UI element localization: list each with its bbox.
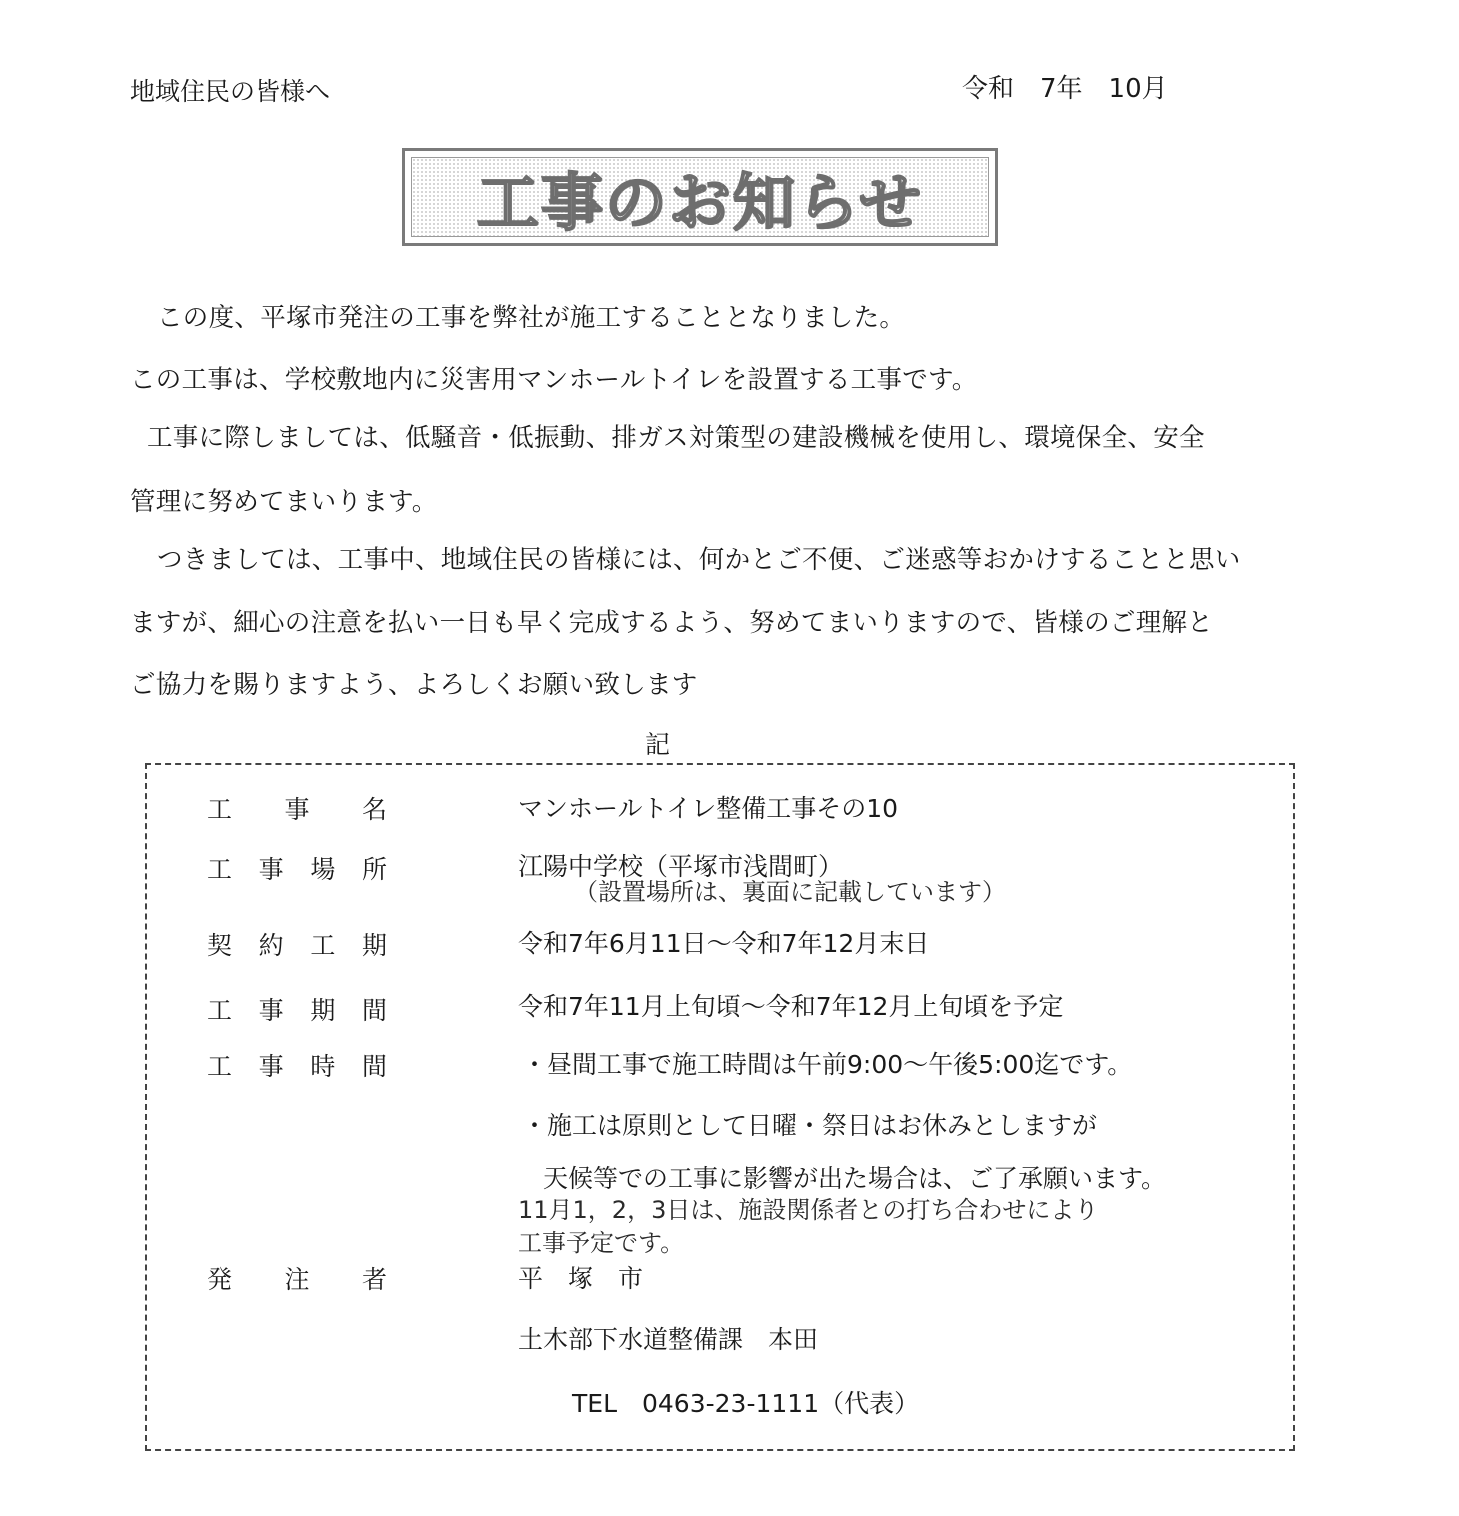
body-line-3: 工事に際しましては、低騒音・低振動、排ガス対策型の建設機械を使用し、環境保全、安全 <box>147 423 1205 453</box>
addressee: 地域住民の皆様へ <box>130 77 331 106</box>
title-box <box>402 148 998 246</box>
label-char: 工 <box>207 855 233 884</box>
label-char: 間 <box>361 1052 387 1081</box>
label-construction-period <box>207 991 387 1027</box>
value-hours-line-4: 11月1，2，3日は、施設関係者との打ち合わせにより <box>518 1196 1099 1224</box>
title-inner <box>411 157 989 237</box>
ki-heading: 記 <box>645 730 671 759</box>
label-char: 工 <box>207 795 233 824</box>
value-construction-period: 令和7年11月上旬頃～令和7年12月上旬頃を予定 <box>518 992 1064 1021</box>
notice-date: 令和 7年 10月 <box>962 74 1168 104</box>
body-line-7: ご協力を賜りますよう、よろしくお願い致します <box>130 670 698 700</box>
body-line-2: この工事は、学校敷地内に災害用マンホールトイレを設置する工事です。 <box>130 365 978 395</box>
value-place-note: （設置場所は、裏面に記載しています） <box>574 878 1006 906</box>
label-char: 工 <box>310 931 336 960</box>
label-orderer <box>207 1260 387 1296</box>
body-line-5: つきましては、工事中、地域住民の皆様には、何かとご不便、ご迷惑等おかけすることと思い <box>157 545 1241 575</box>
value-orderer-dept: 土木部下水道整備課 本田 <box>518 1325 819 1354</box>
label-char: 事 <box>258 855 284 884</box>
label-char: 者 <box>361 1265 387 1294</box>
label-char: 注 <box>284 1265 310 1294</box>
label-char: 工 <box>207 1052 233 1081</box>
label-contract-period <box>207 926 387 962</box>
label-char: 期 <box>310 996 336 1025</box>
label-char: 名 <box>361 795 387 824</box>
body-line-4: 管理に努めてまいります。 <box>130 487 438 517</box>
label-construction-place <box>207 850 387 886</box>
label-char: 発 <box>207 1265 233 1294</box>
label-char: 時 <box>310 1052 336 1081</box>
label-char: 約 <box>258 931 284 960</box>
label-construction-hours <box>207 1047 387 1083</box>
value-orderer-tel: TEL 0463-23-1111（代表） <box>572 1389 920 1418</box>
value-hours-line-3: 天候等での工事に影響が出た場合は、ご了承願います。 <box>543 1164 1167 1193</box>
label-char: 場 <box>310 855 336 884</box>
value-construction-place: 江陽中学校（平塚市浅間町） <box>518 852 844 881</box>
value-contract-period: 令和7年6月11日～令和7年12月末日 <box>518 929 930 958</box>
label-char: 工 <box>207 996 233 1025</box>
value-hours-line-5: 工事予定です。 <box>518 1229 685 1257</box>
body-line-1: この度、平塚市発注の工事を弊社が施工することとなりました。 <box>157 303 906 333</box>
value-construction-name: マンホールトイレ整備工事その10 <box>518 794 899 823</box>
value-orderer: 平 塚 市 <box>518 1264 644 1293</box>
value-hours-line-2: ・施工は原則として日曜・祭日はお休みとしますが <box>522 1111 1098 1140</box>
value-hours-line-1: ・昼間工事で施工時間は午前9:00～午後5:00迄です。 <box>522 1050 1133 1079</box>
label-char: 事 <box>258 1052 284 1081</box>
label-construction-name <box>207 790 387 826</box>
label-char: 期 <box>361 931 387 960</box>
page-title: 工事のお知らせ <box>476 165 924 239</box>
label-char: 間 <box>361 996 387 1025</box>
label-char: 事 <box>258 996 284 1025</box>
body-line-6: ますが、細心の注意を払い一日も早く完成するよう、努めてまいりますので、皆様のご理解と <box>130 608 1214 638</box>
label-char: 事 <box>284 795 310 824</box>
label-char: 所 <box>361 855 387 884</box>
label-char: 契 <box>207 931 233 960</box>
